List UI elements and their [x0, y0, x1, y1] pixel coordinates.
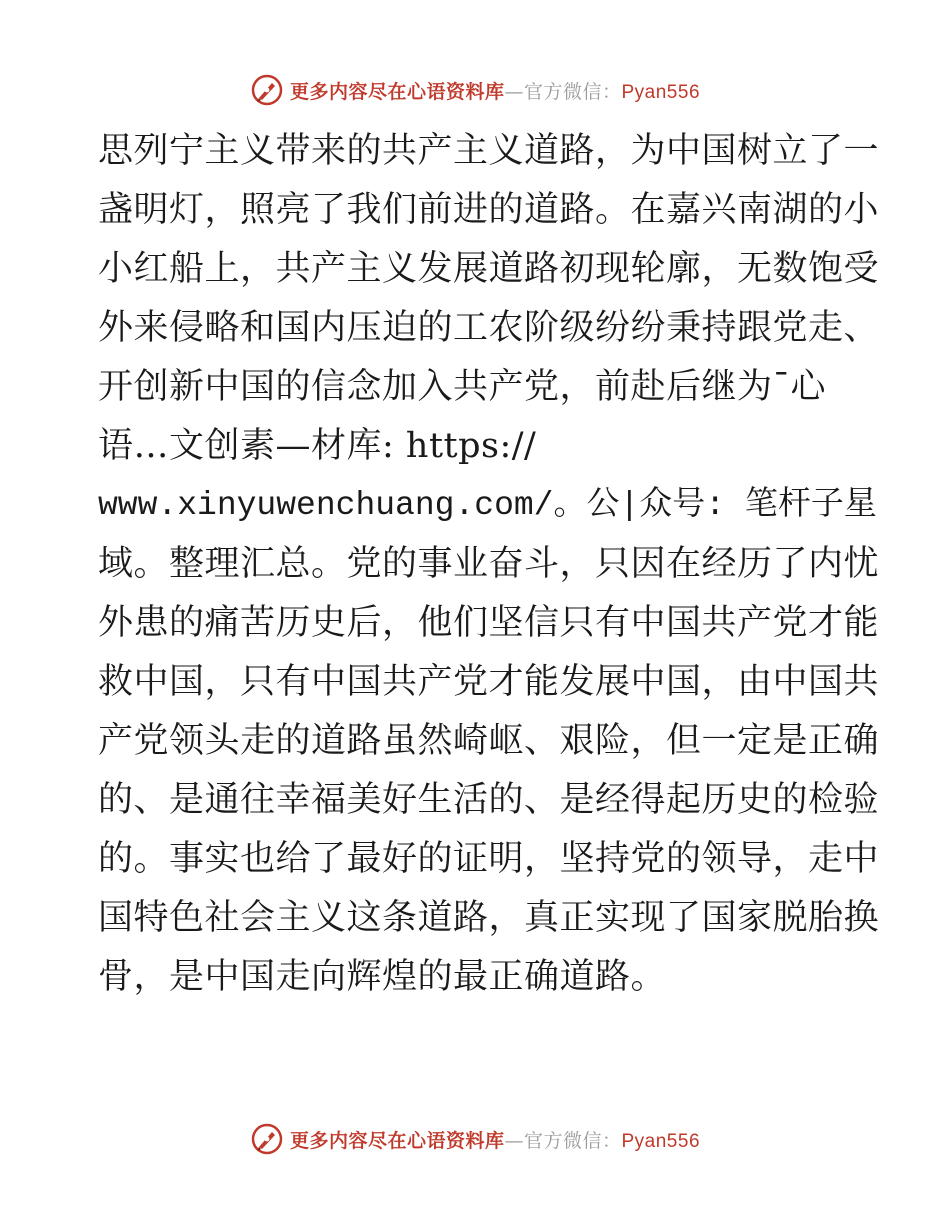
body-line: 开创新中国的信念加入共产党，前赴后继为¯心 — [98, 367, 827, 407]
body-line: 的。事实也给了最好的证明，坚持党的领导，走中 — [98, 839, 880, 879]
body-line: 小红船上，共产主义发展道路初现轮廓，无数饱受 — [98, 249, 880, 289]
body-line: 域。整理汇总。党的事业奋斗，只因在经历了内忧 — [98, 544, 880, 584]
footer-dash: — — [504, 1129, 524, 1152]
body-line: 国特色社会主义这条道路，真正实现了国家脱胎换 — [98, 898, 880, 938]
body-line: 思列宁主义带来的共产主义道路，为中国树立了一 — [98, 131, 880, 171]
body-line: 外患的痛苦历史后，他们坚信只有中国共产党才能 — [98, 603, 880, 643]
body-line: 救中国，只有中国共产党才能发展中国，由中国共 — [98, 662, 880, 702]
footer-slogan — [290, 1126, 700, 1153]
header-slogan-text: 更多内容尽在心语资料库 — [289, 80, 505, 103]
header-dash: — — [504, 80, 524, 103]
body-line: 产党领头走的道路虽然崎岖、艰险，但一定是正确 — [98, 721, 880, 761]
footer-wechat-id: Pyan556 — [621, 1130, 701, 1152]
header-wechat-id: Pyan556 — [621, 81, 701, 103]
body-line: 骨，是中国走向辉煌的最正确道路。 — [98, 957, 667, 997]
header-official-label: 官方微信： — [523, 80, 622, 103]
footer-banner-inner — [250, 1122, 700, 1156]
body-line: 语…文创素—材库: https:// — [98, 426, 537, 466]
document-body — [98, 122, 880, 1007]
header-slogan — [290, 77, 700, 104]
body-line: 盏明灯，照亮了我们前进的道路。在嘉兴南湖的小 — [98, 190, 880, 230]
footer-official-label: 官方微信： — [523, 1129, 622, 1152]
header-banner — [0, 70, 950, 110]
header-banner-inner — [250, 73, 700, 107]
pen-logo-icon — [250, 1122, 284, 1156]
footer-slogan-text: 更多内容尽在心语资料库 — [289, 1129, 505, 1152]
body-line: 外来侵略和国内压迫的工农阶级纷纷秉持跟党走、 — [98, 308, 880, 348]
pen-logo-icon — [250, 73, 284, 107]
body-line-url: www.xinyuwenchuang.com/。公|众号: 笔杆子星 — [98, 487, 877, 524]
body-line: 的、是通往幸福美好生活的、是经得起历史的检验 — [98, 780, 880, 820]
footer-banner — [0, 1119, 950, 1159]
